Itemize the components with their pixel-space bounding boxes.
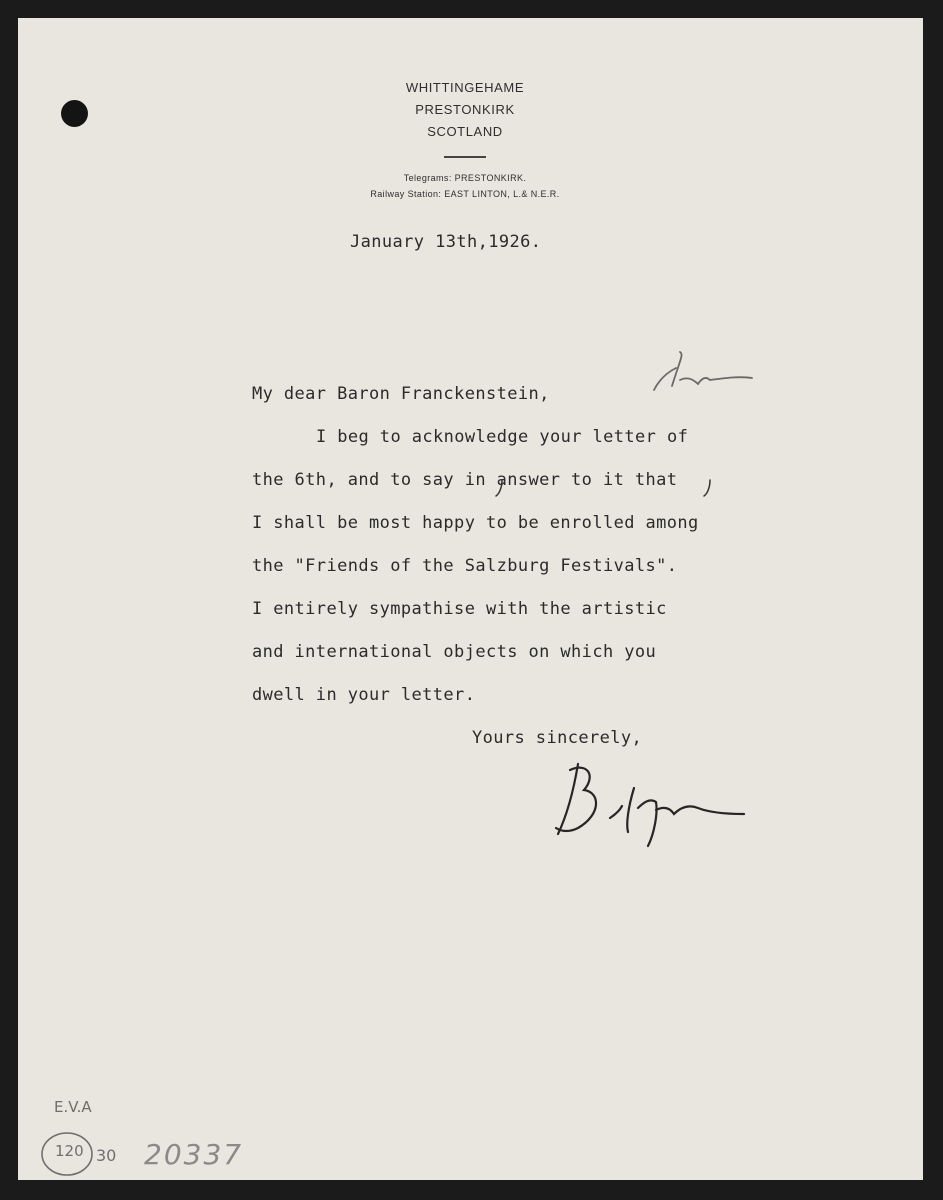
closing: Yours sincerely, bbox=[472, 728, 643, 748]
signature bbox=[548, 758, 758, 858]
letterhead-line-3: SCOTLAND bbox=[427, 124, 503, 139]
letter-date: January 13th,1926. bbox=[350, 232, 542, 252]
letterhead-rule bbox=[444, 156, 486, 158]
archive-note-eva: E.V.A bbox=[54, 1098, 92, 1116]
body-line-2: the 6th, and to say in answer to it that bbox=[252, 470, 678, 490]
body-line-6: and international objects on which you bbox=[252, 642, 657, 662]
ink-comma-2 bbox=[702, 478, 714, 498]
salutation: My dear Baron Franckenstein, bbox=[252, 384, 550, 404]
archive-number: 20337 bbox=[144, 1138, 244, 1171]
body-line-7: dwell in your letter. bbox=[252, 685, 476, 705]
letterhead-telegrams: Telegrams: PRESTONKIRK. bbox=[403, 173, 527, 183]
archive-note-30: 30 bbox=[96, 1146, 117, 1165]
letterhead-railway: Railway Station: EAST LINTON, L.& N.E.R. bbox=[370, 189, 560, 199]
body-line-3: I shall be most happy to be enrolled among bbox=[252, 513, 699, 533]
punch-hole bbox=[61, 100, 88, 127]
pencil-mark bbox=[650, 350, 760, 400]
body-line-4: the "Friends of the Salzburg Festivals". bbox=[252, 556, 678, 576]
body-line-1: I beg to acknowledge your letter of bbox=[316, 427, 689, 447]
letterhead-line-2: PRESTONKIRK bbox=[415, 102, 515, 117]
letterhead-line-1: WHITTINGEHAME bbox=[405, 80, 525, 95]
body-line-5: I entirely sympathise with the artistic bbox=[252, 599, 667, 619]
letterhead bbox=[330, 0, 600, 210]
ink-comma-1 bbox=[494, 478, 506, 498]
archive-note-circled: 120 bbox=[55, 1142, 84, 1160]
